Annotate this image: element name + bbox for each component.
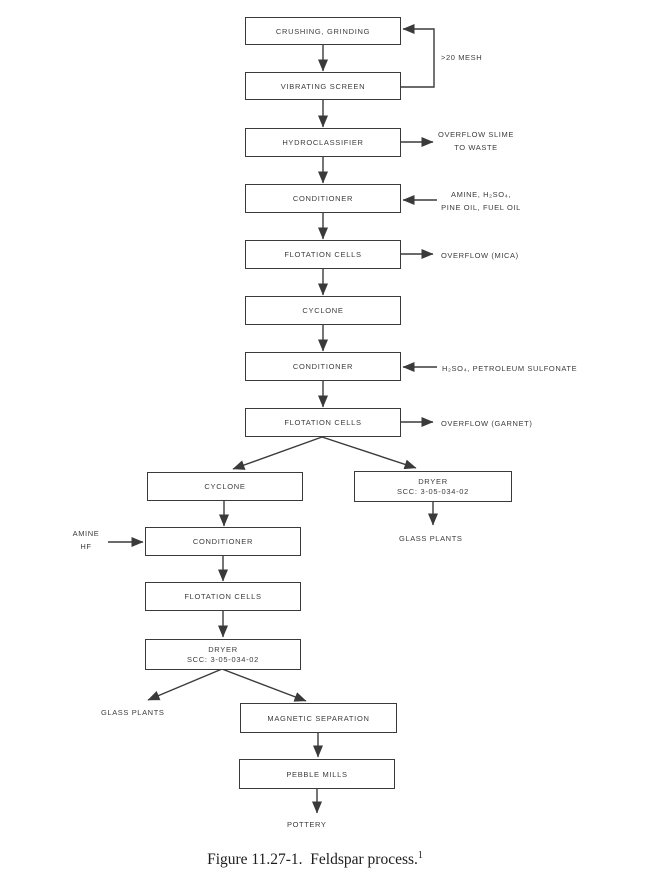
- node-label: VIBRATING SCREEN: [280, 81, 366, 91]
- node-flotation-cells-1: [245, 240, 401, 269]
- node-cyclone-1: [245, 296, 401, 325]
- label-overflow-slime: [430, 128, 522, 154]
- label-glass-plants-right: GLASS PLANTS: [399, 534, 463, 543]
- node-conditioner-2: [245, 352, 401, 381]
- node-flotation-cells-2: [245, 408, 401, 437]
- label-pottery: POTTERY: [287, 820, 327, 829]
- node-label: CRUSHING, GRINDING: [275, 26, 371, 36]
- label-overflow-mica: OVERFLOW (MICA): [441, 251, 519, 260]
- node-conditioner-3: [145, 527, 301, 556]
- node-label: PEBBLE MILLS: [286, 769, 348, 779]
- node-label: HYDROCLASSIFIER: [282, 138, 364, 147]
- label-recycle-mesh: >20 MESH: [441, 53, 483, 62]
- label-line: AMINE: [72, 529, 100, 538]
- node-scc-code: SCC: 3-05-034-02: [186, 654, 260, 664]
- arrow-flotation2-to-cyclone2: [233, 437, 322, 469]
- node-label: CONDITIONER: [292, 194, 354, 203]
- caption-footnote-ref: 1: [417, 850, 423, 861]
- node-label: MAGNETIC SEPARATION: [267, 713, 370, 723]
- node-flotation-cells-3: [145, 582, 301, 611]
- label-conditioner1-reagents: [431, 188, 531, 214]
- node-label: CONDITIONER: [292, 362, 354, 371]
- node-dryer-right: [354, 471, 512, 502]
- node-label: CONDITIONER: [192, 537, 254, 546]
- node-label: DRYER: [418, 476, 448, 486]
- label-conditioner2-reagents: H₂SO₄, PETROLEUM SULFONATE: [442, 364, 578, 373]
- label-glass-plants-left: GLASS PLANTS: [101, 708, 165, 717]
- node-label: FLOTATION CELLS: [284, 250, 362, 259]
- node-cyclone-2: [147, 472, 303, 501]
- figure-caption: [145, 850, 485, 869]
- node-dryer-left: [145, 639, 301, 670]
- node-crushing-grinding: [245, 17, 401, 45]
- node-conditioner-1: [245, 184, 401, 213]
- label-line: HF: [80, 542, 92, 551]
- arrow-flotation2-to-dryer-right: [322, 437, 416, 468]
- label-conditioner3-reagents: [62, 527, 110, 553]
- caption-text: Figure 11.27-1. Feldspar process.: [207, 851, 418, 869]
- node-label: CYCLONE: [302, 306, 344, 315]
- label-line: AMINE, H₂SO₄,: [450, 190, 512, 199]
- label-line: OVERFLOW SLIME: [438, 130, 514, 139]
- node-pebble-mills: [239, 759, 395, 789]
- arrow-dryer-left-to-glass-plants: [148, 669, 222, 700]
- label-line: PINE OIL, FUEL OIL: [441, 203, 521, 212]
- node-label: DRYER: [208, 644, 238, 654]
- arrow-dryer-left-to-magnetic: [222, 669, 306, 701]
- node-hydroclassifier: [245, 128, 401, 157]
- node-scc-code: SCC: 3-05-034-02: [396, 486, 470, 496]
- label-overflow-garnet: OVERFLOW (GARNET): [441, 419, 533, 428]
- node-vibrating-screen: [245, 72, 401, 100]
- node-label: FLOTATION CELLS: [284, 418, 362, 427]
- node-label: FLOTATION CELLS: [184, 592, 262, 601]
- label-line: TO WASTE: [454, 143, 498, 152]
- node-magnetic-separation: [240, 703, 397, 733]
- recycle-loop-to-crushing: [401, 29, 434, 87]
- node-label: CYCLONE: [204, 482, 246, 491]
